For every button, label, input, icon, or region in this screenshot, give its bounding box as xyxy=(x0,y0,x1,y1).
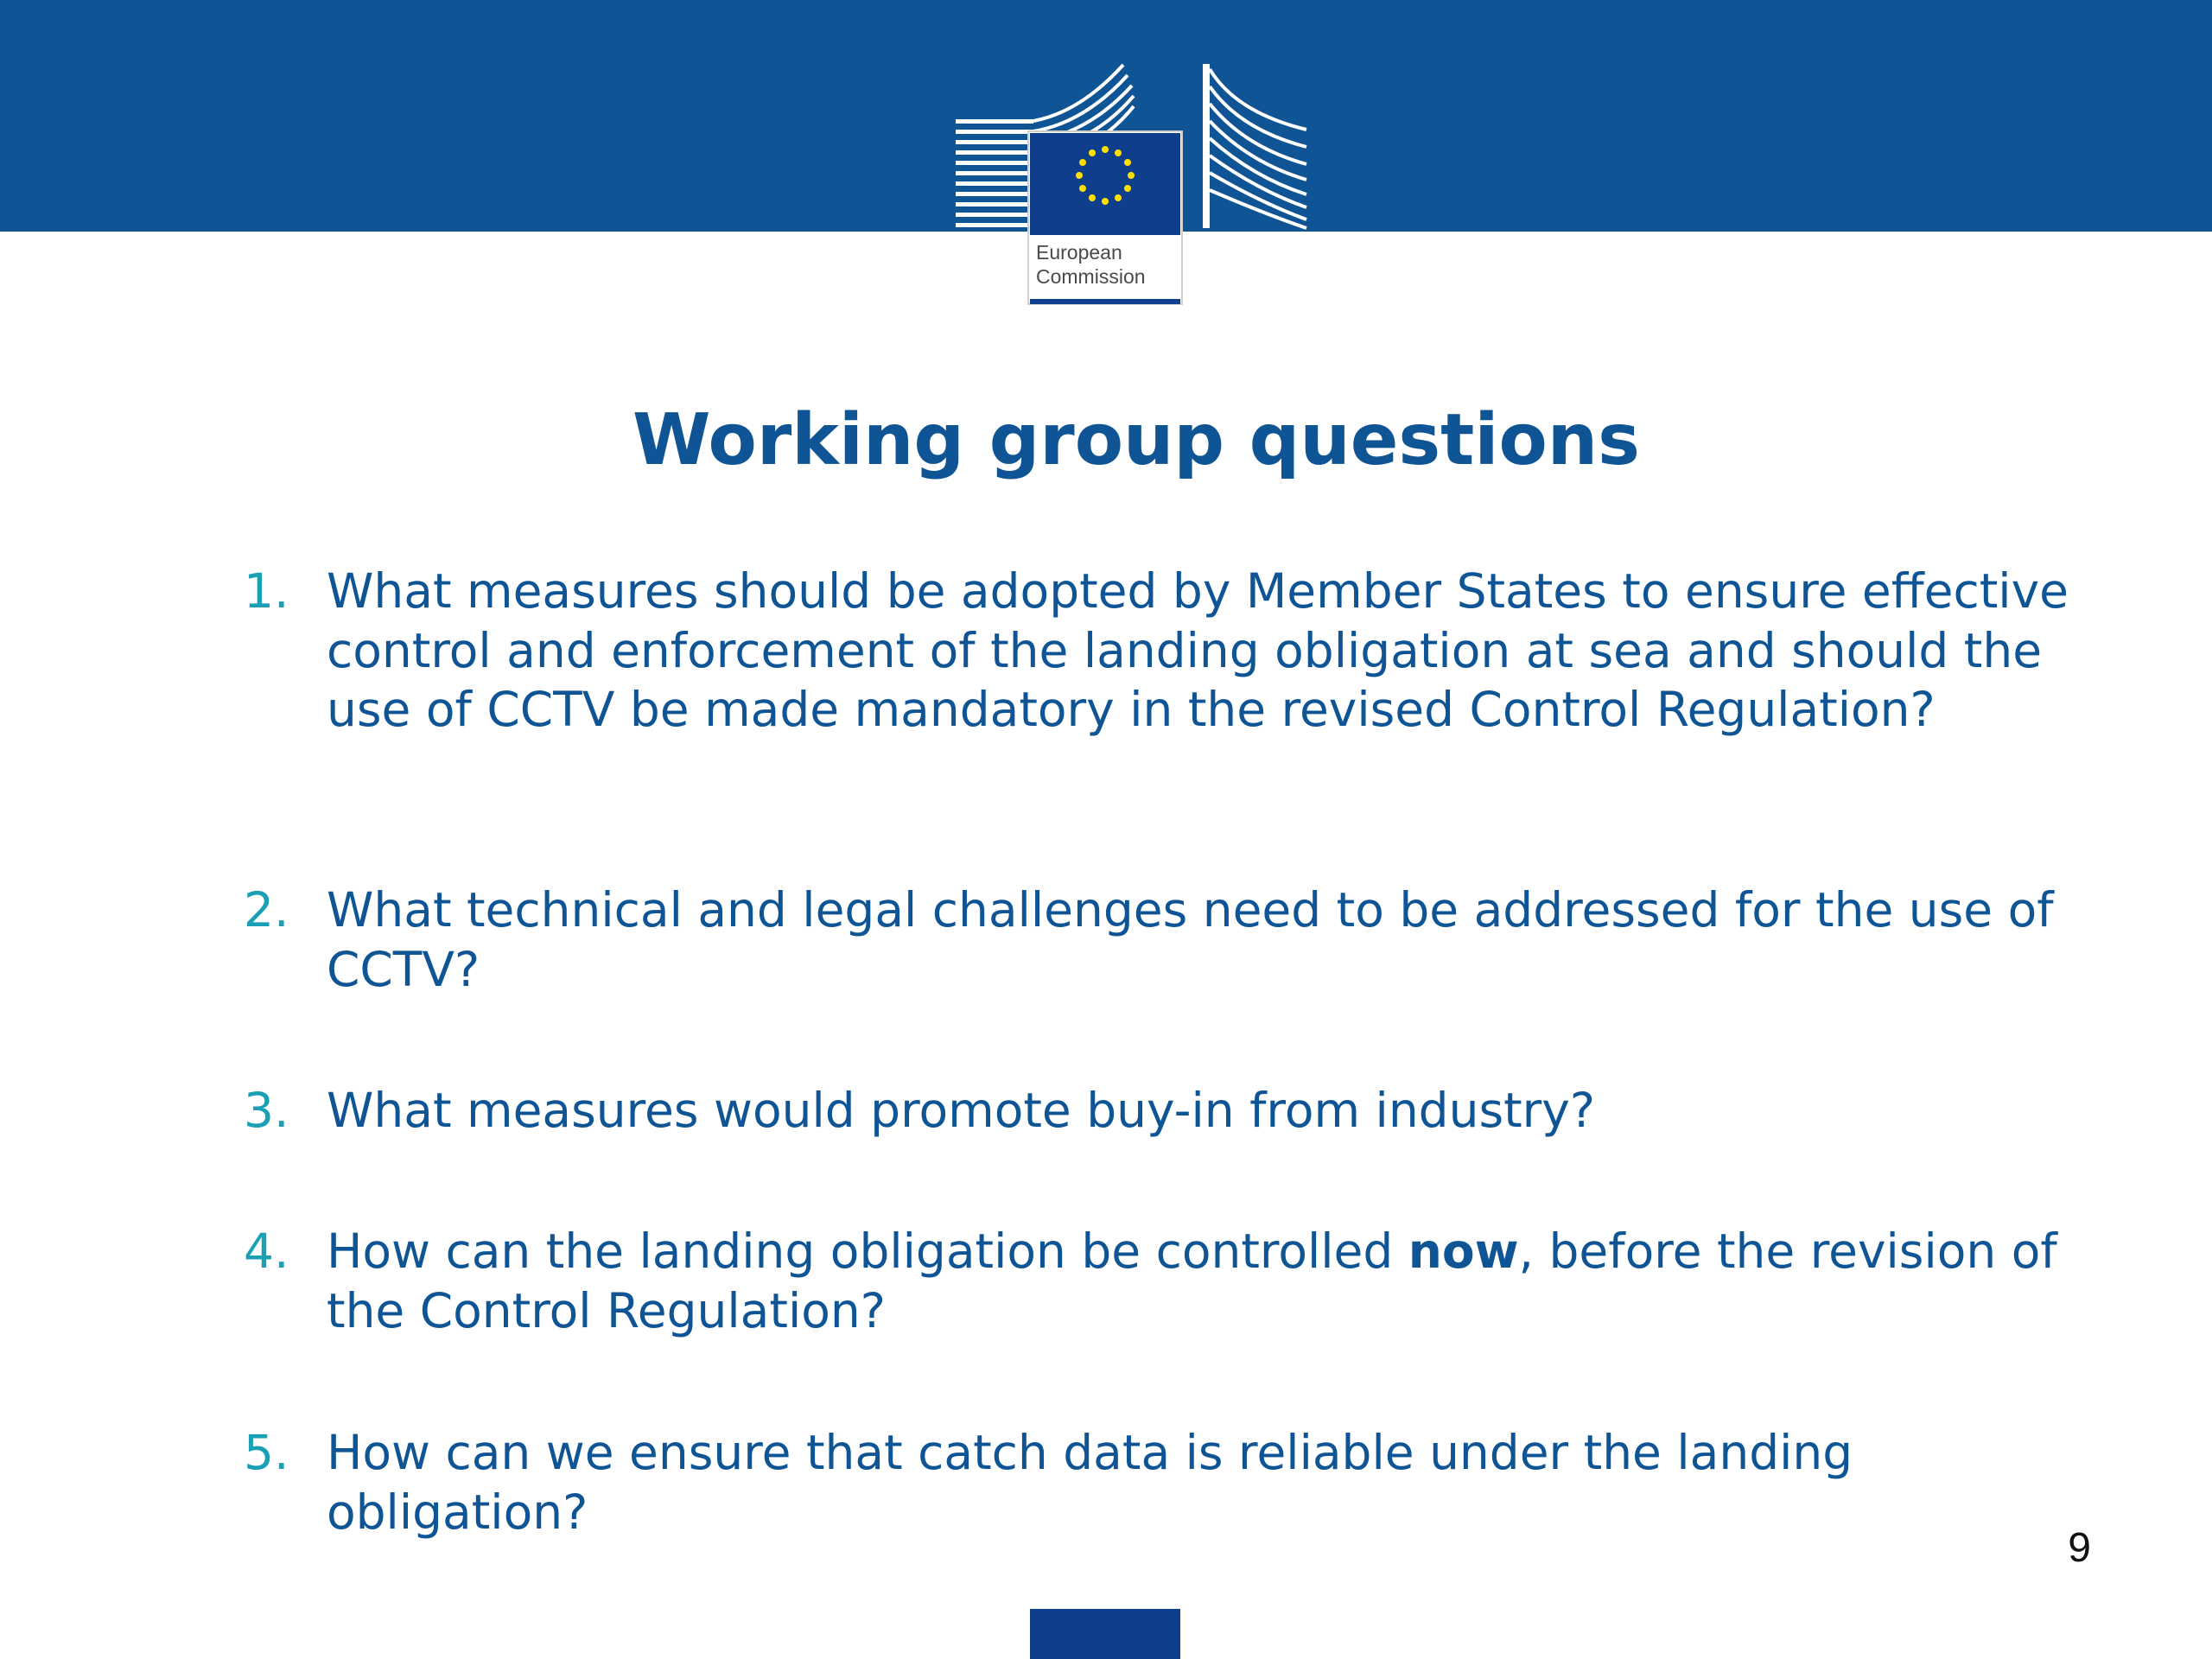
question-number: 1. xyxy=(244,563,289,619)
logo-text-line2: Commission xyxy=(1036,265,1146,288)
question-text: What technical and legal challenges need to be addressed for the use of CCTV? xyxy=(327,882,2054,997)
question-text-before: How can the landing obligation be controlled xyxy=(327,1224,1408,1279)
question-text: What measures should be adopted by Member States to ensure effective control and enforcement of the landing obligation at sea and should the use of CCTV be made mandatory in the revised Control Regulation? xyxy=(327,563,2069,737)
page-number: 9 xyxy=(2068,1525,2091,1571)
question-text-emphasis: now xyxy=(1408,1224,1519,1279)
question-text: How can we ensure that catch data is reliable under the landing obligation? xyxy=(327,1425,1853,1540)
logo-text-line1: European xyxy=(1036,241,1122,264)
question-item xyxy=(244,880,2098,999)
question-item xyxy=(244,1222,2098,1340)
footer-tab xyxy=(1030,1609,1180,1659)
question-text-after: , before the revision of the Control Regulation? xyxy=(327,1224,2057,1338)
question-number: 2. xyxy=(244,882,289,938)
page-title: Working group questions xyxy=(632,399,1640,481)
question-item xyxy=(244,1081,2098,1141)
question-item xyxy=(244,1423,2098,1541)
question-number: 3. xyxy=(244,1083,289,1138)
question-item xyxy=(244,562,2098,740)
question-number: 5. xyxy=(244,1425,289,1480)
question-number: 4. xyxy=(244,1224,289,1279)
question-text: What measures would promote buy-in from industry? xyxy=(327,1083,1596,1138)
